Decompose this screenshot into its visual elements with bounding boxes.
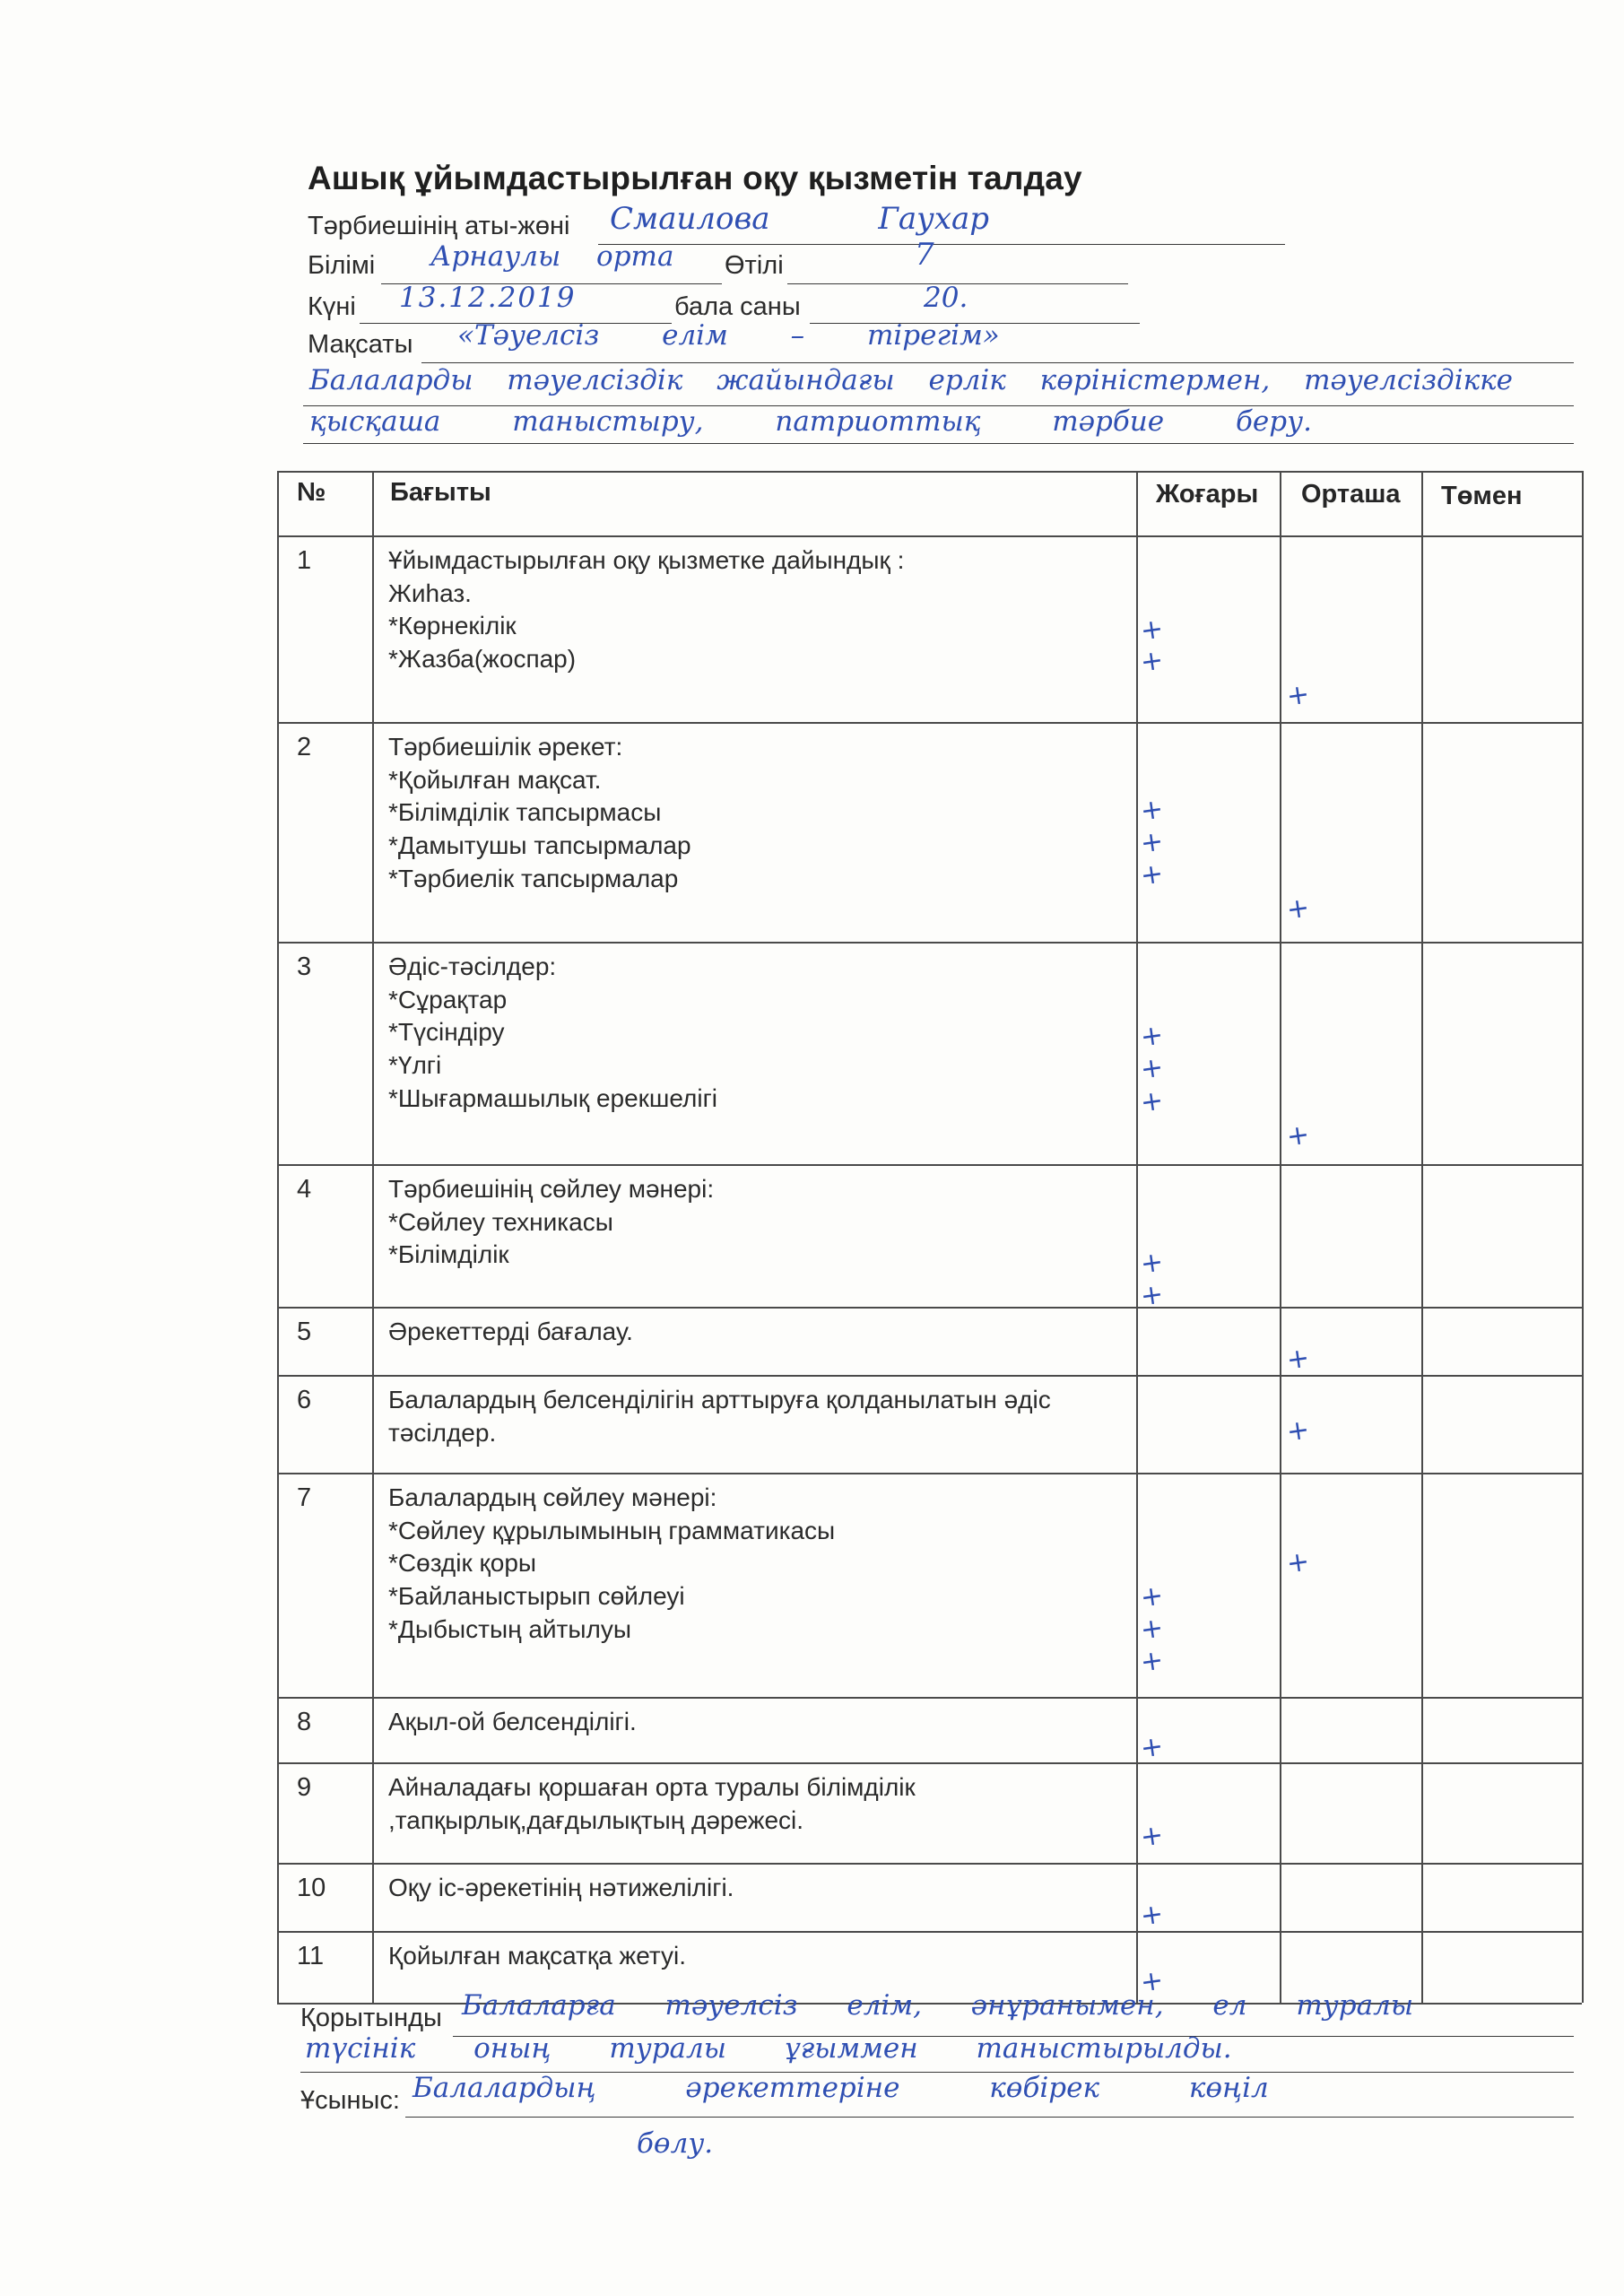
- row-criterion-line: *Жазба(жоспар): [388, 645, 577, 673]
- table-header-divider: [277, 535, 1582, 537]
- plus-mark-icon: +: [1138, 1278, 1166, 1313]
- plus-mark-icon: +: [1138, 1246, 1166, 1281]
- teacher-label: Тәрбиешінің аты-жөні: [308, 212, 570, 240]
- row-number: 1: [297, 546, 312, 575]
- conclusion-label: Қорытынды: [300, 2004, 442, 2032]
- header-num: №: [297, 478, 326, 507]
- row-criterion-line: *Сөздік қоры: [388, 1549, 537, 1577]
- table-row-divider-7: [277, 1473, 1582, 1474]
- table-row-divider-8: [277, 1697, 1582, 1699]
- goal-value-line-1: «Тәуелсіз елім – тірегім»: [457, 319, 1000, 352]
- plus-mark-icon: +: [1138, 857, 1166, 892]
- row-criterion-line: *Түсіндіру: [388, 1018, 505, 1046]
- header-direction: Бағыты: [390, 478, 491, 507]
- plus-mark-icon: +: [1284, 891, 1312, 926]
- goal-value-line-3: қысқаша таныстыру, патриоттық тәрбие беру.: [309, 405, 1312, 438]
- experience-value: 7: [915, 237, 934, 273]
- row-criterion-line: *Сөйлеу техникасы: [388, 1208, 613, 1236]
- row-criterion-line: Әдіс-тәсілдер:: [388, 952, 557, 980]
- children-value: 20.: [924, 282, 968, 314]
- goal-label: Мақсаты: [308, 330, 413, 359]
- row-criterion-line: *Сұрақтар: [388, 986, 508, 1013]
- row-criterion-line: Айналадағы қоршаған орта туралы білімділік: [388, 1773, 916, 1801]
- date-value: 13.12.2019: [399, 282, 577, 314]
- suggestion-value-line-1: Балалардың әрекеттеріне көбірек көңіл: [413, 2072, 1269, 2104]
- row-number: 6: [297, 1386, 312, 1414]
- row-criterion-line: Балалардың белсенділігін арттыруға қолданылатын әдіс: [388, 1386, 1051, 1413]
- row-criterion-line: Оқу іс-әрекетінің нәтижелілігі.: [388, 1874, 734, 1901]
- row-criterion-line: *Сөйлеу құрылымының грамматикасы: [388, 1517, 836, 1544]
- row-criterion-line: *Тәрбиелік тапсырмалар: [388, 865, 679, 892]
- goal-underline-1: [421, 362, 1574, 363]
- row-criterion-line: тәсілдер.: [388, 1419, 497, 1447]
- row-criterion-line: *Байланыстырып сөйлеуі: [388, 1582, 685, 1610]
- evaluation-table: [277, 471, 1582, 2003]
- table-column-border-3: [1280, 471, 1281, 2003]
- row-criterion-line: *Дыбыстың айтылуы: [388, 1615, 631, 1643]
- plus-mark-icon: +: [1138, 825, 1166, 860]
- plus-mark-icon: +: [1138, 1019, 1166, 1054]
- row-criterion-line: ,тапқырлық,дағдылықтың дәрежесі.: [388, 1806, 804, 1834]
- table-row-divider-9: [277, 1762, 1582, 1764]
- table-column-border-0: [277, 471, 279, 2003]
- row-criterion-line: Әрекеттерді бағалау.: [388, 1318, 633, 1345]
- row-criterion-line: Балалардың сөйлеу мәнері:: [388, 1483, 717, 1511]
- plus-mark-icon: +: [1138, 1819, 1166, 1854]
- row-criterion-line: *Білімділік тапсырмасы: [388, 798, 662, 826]
- plus-mark-icon: +: [1138, 1964, 1166, 1999]
- row-criterion-line: Қойылған мақсатқа жетуі.: [388, 1942, 686, 1970]
- row-number: 10: [297, 1874, 326, 1902]
- row-number: 7: [297, 1483, 312, 1512]
- education-label: Білімі: [308, 251, 376, 280]
- table-row-divider-11: [277, 1931, 1582, 1933]
- plus-mark-icon: +: [1138, 644, 1166, 679]
- row-criterion-line: Ақыл-ой белсенділігі.: [388, 1708, 637, 1735]
- table-row-divider-3: [277, 942, 1582, 944]
- table-row-divider-6: [277, 1375, 1582, 1377]
- row-criterion-line: Тәрбиешінің сөйлеу мәнері:: [388, 1175, 715, 1203]
- table-row-divider-10: [277, 1863, 1582, 1865]
- row-number: 4: [297, 1175, 312, 1204]
- row-number: 8: [297, 1708, 312, 1736]
- row-number: 3: [297, 952, 312, 981]
- plus-mark-icon: +: [1138, 1644, 1166, 1679]
- row-number: 9: [297, 1773, 312, 1802]
- date-label: Күні: [308, 292, 356, 321]
- plus-mark-icon: +: [1138, 1730, 1166, 1765]
- plus-mark-icon: +: [1138, 613, 1166, 648]
- table-column-border-1: [372, 471, 374, 2003]
- header-medium: Орташа: [1301, 480, 1401, 509]
- plus-mark-icon: +: [1138, 1084, 1166, 1119]
- header-high: Жоғары: [1156, 480, 1259, 509]
- plus-mark-icon: +: [1284, 1342, 1312, 1377]
- row-criterion-line: *Үлгі: [388, 1051, 442, 1079]
- plus-mark-icon: +: [1284, 678, 1312, 713]
- row-number: 11: [297, 1942, 325, 1970]
- row-number: 5: [297, 1318, 312, 1346]
- table-column-border-5: [1582, 471, 1584, 2003]
- conclusion-value-line-2: түсінік оның туралы ұғыммен таныстырылды.: [305, 2032, 1232, 2065]
- table-column-border-4: [1421, 471, 1423, 2003]
- table-row-divider-4: [277, 1164, 1582, 1166]
- row-criterion-line: *Шығармашылық ерекшелігі: [388, 1084, 718, 1112]
- table-column-border-2: [1136, 471, 1138, 2003]
- children-label: бала саны: [674, 292, 801, 321]
- plus-mark-icon: +: [1284, 1413, 1312, 1448]
- plus-mark-icon: +: [1138, 1579, 1166, 1614]
- plus-mark-icon: +: [1138, 1051, 1166, 1086]
- row-criterion-line: *Көрнекілік: [388, 612, 517, 639]
- table-row-divider-2: [277, 722, 1582, 724]
- plus-mark-icon: +: [1284, 1118, 1312, 1153]
- suggestion-label: Ұсыныс:: [300, 2086, 400, 2115]
- table-row-divider-5: [277, 1307, 1582, 1309]
- goal-underline-3: [303, 443, 1574, 444]
- header-low: Төмен: [1441, 482, 1523, 510]
- suggestion-underline: [405, 2117, 1574, 2118]
- row-criterion-line: *Дамытушы тапсырмалар: [388, 831, 691, 859]
- row-criterion-line: Жиһаз.: [388, 579, 472, 607]
- teacher-underline: [598, 244, 1285, 245]
- row-criterion-line: *Білімділік: [388, 1240, 509, 1268]
- experience-label: Өтілі: [725, 251, 784, 280]
- row-number: 2: [297, 733, 312, 761]
- suggestion-value-line-2: бөлу.: [637, 2127, 714, 2160]
- education-value: Арнаулы орта: [430, 240, 674, 273]
- plus-mark-icon: +: [1138, 1612, 1166, 1647]
- row-criterion-line: Тәрбиешілік әрекет:: [388, 733, 623, 761]
- plus-mark-icon: +: [1284, 1545, 1312, 1580]
- plus-mark-icon: +: [1138, 1898, 1166, 1933]
- table-top-border: [277, 471, 1582, 473]
- form-title: Ашық ұйымдастырылған оқу қызметін талдау: [308, 160, 1082, 196]
- row-criterion-line: *Қойылған мақсат.: [388, 766, 602, 794]
- conclusion-value-line-1: Балаларға тәуелсіз елім, әнұранымен, ел туралы: [462, 1989, 1414, 2022]
- plus-mark-icon: +: [1138, 793, 1166, 828]
- row-criterion-line: Ұйымдастырылған оқу қызметке дайындық :: [388, 546, 905, 574]
- goal-value-line-2: Балаларды тәуелсіздік жайындағы ерлік көріністермен, тәуелсіздікке: [309, 364, 1513, 396]
- teacher-value: Смаилова Гаухар: [610, 201, 990, 237]
